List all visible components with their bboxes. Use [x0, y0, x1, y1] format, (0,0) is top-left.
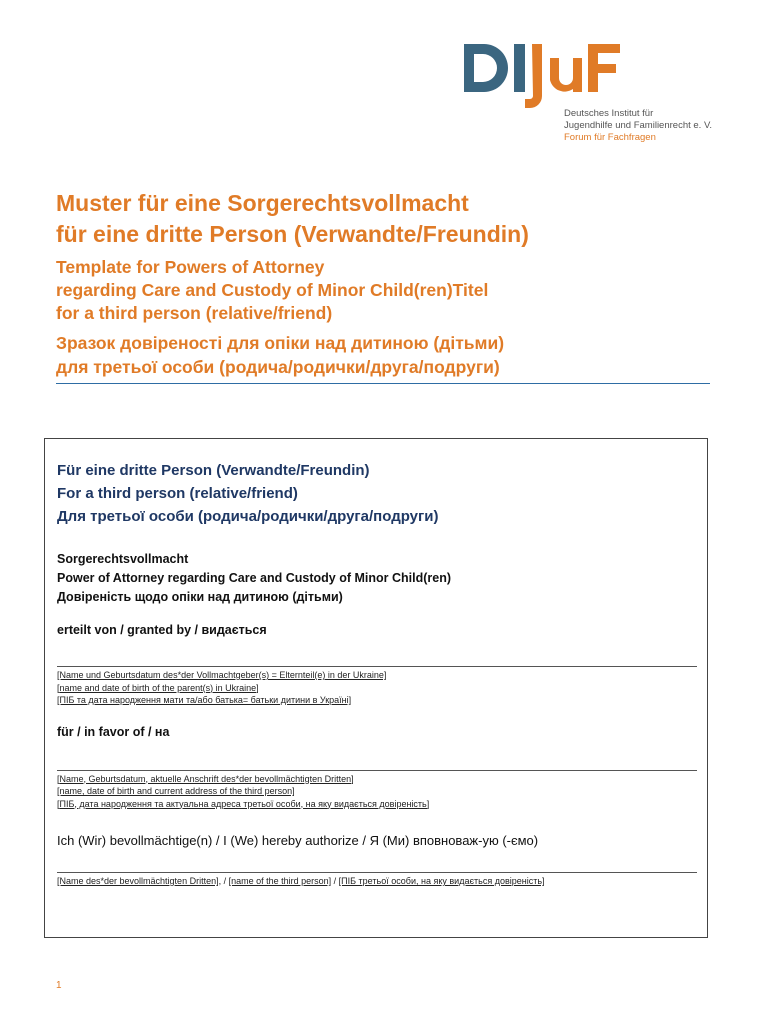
third-hint-en: [name, date of birth and current address of the third person]: [57, 786, 295, 796]
third-hint-ua: [ПІБ, дата народження та актуальна адреса третьої особи, на яку видається довіреність]: [57, 798, 430, 809]
grantor-hint-ua: [ПІБ та дата народження мати та/або батька= батьки дитини в Україні]: [57, 695, 352, 705]
title-de-line-1: Muster für eine Sorgerechtsvollmacht: [56, 190, 469, 216]
doc-title-de: Sorgerechtsvollmacht: [57, 552, 189, 566]
title-divider: [56, 383, 710, 384]
dijuf-wordmark-graphic: [462, 38, 732, 108]
logo-line-1: Deutsches Institut für: [564, 108, 654, 119]
hint-separator-1: , /: [218, 876, 229, 886]
authorized-name-hints: [57, 875, 697, 888]
page-number: 1: [56, 980, 62, 991]
grantor-hint-de: [Name und Geburtsdatum des*der Vollmachtgeber(s) = Elternteil(e) in der Ukraine]: [57, 670, 387, 680]
title-ua-line-1: Зразок довіреності для опіки над дитиною (дітьми): [56, 333, 505, 353]
title-en-line-3: for a third person (relative/friend): [56, 303, 333, 323]
name-hint-de: [Name des*der bevollmächtigten Dritten]: [57, 876, 219, 886]
hint-separator-2: /: [331, 876, 339, 886]
title-de-line-2: für eine dritte Person (Verwandte/Freundin): [56, 221, 529, 247]
third-hint-de: [Name, Geburtsdatum, aktuelle Anschrift des*der bevollmächtigten Dritten]: [57, 773, 354, 784]
dijuf-logo: [462, 38, 732, 148]
grantor-hint-en: [name and date of birth of the parent(s) in Ukraine]: [57, 682, 259, 693]
name-hint-en: [name of the third person]: [228, 876, 332, 886]
form-box: [44, 438, 708, 938]
in-favor-label: für / in favor of / на: [57, 724, 170, 739]
doc-title-en: Power of Attorney regarding Care and Custody of Minor Child(ren): [57, 571, 452, 585]
doc-title-ua: Довіреність щодо опіки над дитиною (дітьми): [57, 590, 343, 604]
title-ua-line-2: для третьої особи (родича/родички/друга/подруги): [56, 357, 500, 377]
logo-line-3: Forum für Fachfragen: [564, 132, 656, 143]
form-heading-ua: Для третьої особи (родича/родички/друга/подруги): [57, 508, 439, 525]
form-heading-en: For a third person (relative/friend): [57, 485, 298, 502]
authorize-statement: Ich (Wir) bevollmächtige(n) / I (We) hereby authorize / Я (Ми) вповноваж-ую (-ємо): [57, 833, 539, 848]
form-heading-de: Für eine dritte Person (Verwandte/Freundin): [57, 462, 370, 479]
title-en-line-1: Template for Powers of Attorney: [56, 257, 325, 277]
name-hint-ua: [ПІБ третьої особи, на яку видається довіреність]: [338, 876, 545, 886]
document-title: [56, 188, 716, 379]
title-en-line-2: regarding Care and Custody of Minor Child(ren)Titel: [56, 280, 489, 300]
granted-by-label: erteilt von / granted by / видається: [57, 623, 267, 637]
title-ua: [56, 331, 716, 379]
logo-line-2: Jugendhilfe und Familienrecht e. V.: [564, 120, 713, 131]
title-en: [56, 256, 716, 325]
